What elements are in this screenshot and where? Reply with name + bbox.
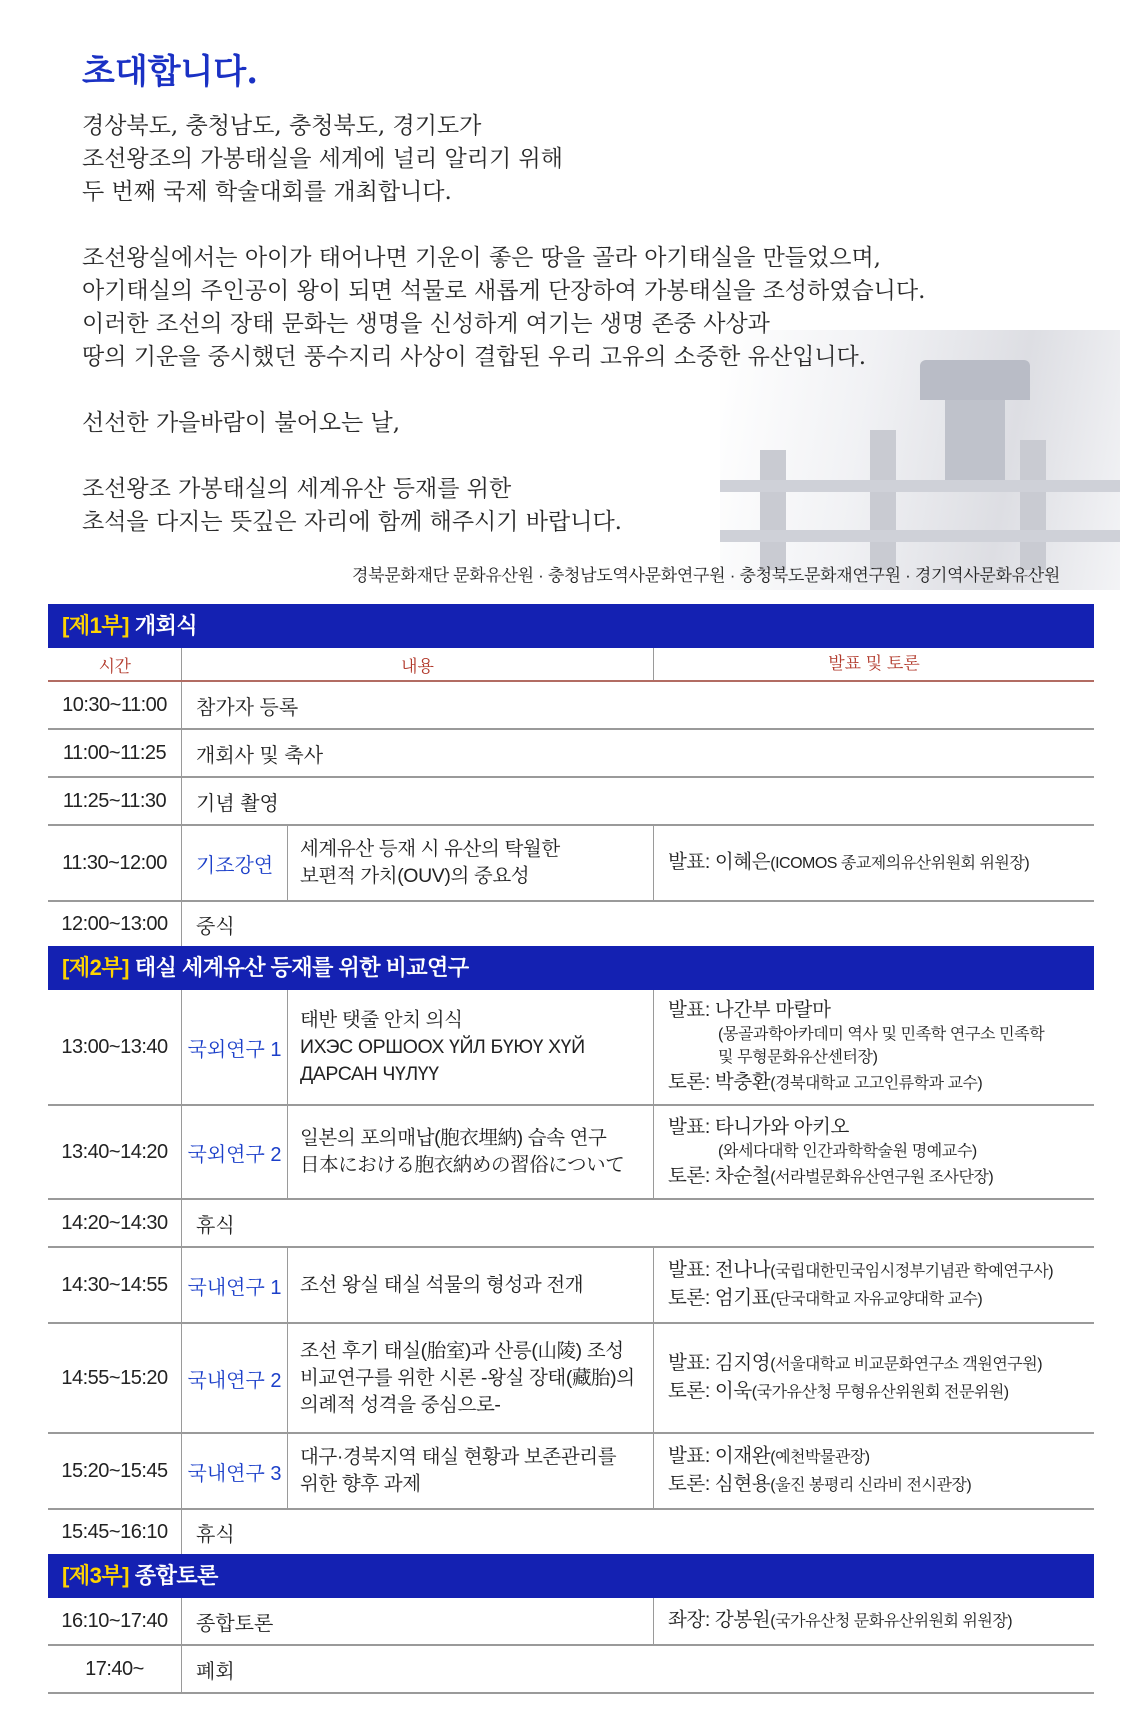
table-row (48, 990, 1094, 1106)
row-session-tag: 기조강연 (181, 826, 287, 900)
row-session-tag: 국외연구 1 (181, 990, 287, 1104)
topic-line: 위한 향후 과제 (300, 1473, 421, 1495)
discussant-affiliation: (경북대학교 고고인류학과 교수) (770, 1075, 983, 1092)
header-presenter: 발표 및 토론 (653, 648, 1094, 680)
presenter-affiliation: (국립대한민국임시정부기념관 학예연구사) (770, 1263, 1054, 1280)
row-presenter (653, 1434, 1094, 1508)
table-row (48, 1646, 1094, 1694)
topic-line: 조선 왕실 태실 석물의 형성과 전개 (300, 1273, 584, 1296)
intro-paragraph (82, 110, 1002, 209)
row-topic (287, 1324, 653, 1432)
presenter-name: 발표: 전나나 (668, 1259, 771, 1281)
table-row (48, 1324, 1094, 1434)
row-time: 14:20~14:30 (61, 1211, 168, 1234)
row-time: 11:30~12:00 (62, 851, 167, 874)
presenter-line (668, 1257, 1053, 1285)
topic-line: 의례적 성격을 중심으로- (300, 1393, 501, 1416)
chair-line (668, 1607, 1012, 1635)
presenter-name: 발표: 김지영 (668, 1352, 771, 1374)
table-row (48, 778, 1094, 826)
discussant-affiliation: (울진 봉평리 신라비 전시관장) (770, 1477, 972, 1494)
row-time: 11:00~11:25 (62, 741, 167, 764)
invitation-title: 초대합니다. (82, 52, 259, 92)
presenter-affiliation: (와세다대학 인간과학학술원 명예교수) (718, 1142, 977, 1160)
topic-line: 일본의 포의매납(胞衣埋納) 습속 연구 (300, 1127, 607, 1149)
presenter-name: 발표: 이재완 (668, 1445, 771, 1467)
presenter-line (668, 849, 1029, 877)
intro-line: 조선왕조 가봉태실의 세계유산 등재를 위한 (82, 476, 512, 502)
row-topic (287, 1434, 653, 1508)
section-part-label: [제1부] (62, 613, 129, 638)
discussant-name: 토론: 이욱 (668, 1380, 752, 1402)
intro-paragraph (82, 407, 1002, 440)
discussant-affiliation: (단국대학교 자유교양대학 교수) (770, 1291, 983, 1308)
organizers: 경북문화재단 문화유산원 · 충청남도역사문화연구원 · 충청북도문화재연구원 · 경기역사문화유산원 (351, 566, 1060, 585)
discussant-line (668, 1471, 971, 1499)
row-presenter (653, 990, 1094, 1104)
row-content: 폐회 (181, 1646, 1094, 1692)
topic-line: 태반 탯줄 안치 의식 (300, 1008, 463, 1031)
invitation-body (82, 110, 1002, 572)
row-time: 15:20~15:45 (61, 1459, 168, 1482)
intro-line: 조선왕조의 가봉태실을 세계에 널리 알리기 위해 (82, 146, 563, 172)
presenter-affiliation: (서울대학교 비교문화연구소 객원연구원) (770, 1356, 1043, 1373)
row-time: 11:25~11:30 (62, 789, 167, 812)
row-content: 참가자 등록 (181, 682, 1094, 728)
presenter-name: 발표: 이혜은 (668, 851, 771, 873)
row-content: 종합토론 (181, 1598, 653, 1644)
intro-line: 두 번째 국제 학술대회를 개최합니다. (82, 179, 452, 205)
row-topic (287, 990, 653, 1104)
row-presenter (653, 826, 1094, 900)
section-header-part1 (48, 604, 1094, 648)
section-header-part3 (48, 1554, 1094, 1598)
intro-line: 땅의 기운을 중시했던 풍수지리 사상이 결합된 우리 고유의 소중한 유산입니다. (82, 344, 867, 370)
table-row (48, 730, 1094, 778)
discussant-line (668, 1378, 1009, 1406)
schedule-table (48, 604, 1094, 1694)
row-time: 13:00~13:40 (61, 1035, 168, 1058)
chair-name: 좌장: 강봉원 (668, 1609, 771, 1631)
section-title: 개회식 (134, 613, 198, 638)
intro-line: 초석을 다지는 뜻깊은 자리에 함께 해주시기 바랍니다. (82, 509, 622, 535)
table-header-row (48, 648, 1094, 682)
presenter-name: 발표: 타니가와 아키오 (668, 1115, 849, 1138)
table-row (48, 1200, 1094, 1248)
table-row (48, 1510, 1094, 1554)
intro-line: 아기태실의 주인공이 왕이 되면 석물로 새롭게 단장하여 가봉태실을 조성하였습니다. (82, 278, 926, 304)
section-title: 태실 세계유산 등재를 위한 비교연구 (134, 955, 469, 980)
row-session-tag: 국내연구 3 (181, 1434, 287, 1508)
table-row (48, 1434, 1094, 1510)
section-part-label: [제2부] (62, 955, 129, 980)
row-time: 14:30~14:55 (61, 1273, 168, 1296)
chair-affiliation: (국가유산청 문화유산위원회 위원장) (770, 1613, 1013, 1630)
presenter-line (668, 1114, 849, 1140)
row-content: 휴식 (181, 1510, 1094, 1554)
topic-line: 비교연구를 위한 시론 -왕실 장태(藏胎)의 (300, 1366, 635, 1389)
topic-line: 조선 후기 태실(胎室)과 산릉(山陵) 조성 (300, 1339, 624, 1362)
discussant-name: 토론: 엄기표 (668, 1287, 771, 1309)
row-time: 13:40~14:20 (61, 1140, 168, 1163)
intro-paragraph (82, 473, 1002, 539)
row-content: 중식 (181, 902, 1094, 946)
topic-line: 보편적 가치(OUV)의 중요성 (300, 865, 530, 887)
table-row (48, 1598, 1094, 1646)
discussant-line (668, 1069, 982, 1097)
row-topic (287, 1106, 653, 1198)
row-content: 기념 촬영 (181, 778, 1094, 824)
table-row (48, 826, 1094, 902)
presenter-name: 발표: 나간부 마랄마 (668, 999, 831, 1021)
table-row (48, 1106, 1094, 1200)
row-session-tag: 국외연구 2 (181, 1106, 287, 1198)
table-row (48, 682, 1094, 730)
topic-line: 세계유산 등재 시 유산의 탁월한 (300, 838, 560, 860)
presenter-affiliation: (몽골과학아카데미 역사 및 민족학 연구소 민족학 (718, 1026, 1045, 1043)
row-topic (287, 1248, 653, 1322)
row-time: 15:45~16:10 (61, 1520, 168, 1543)
discussant-line (668, 1285, 982, 1313)
row-presenter (653, 1248, 1094, 1322)
topic-line: ИХЭС ОРШООХ ҮЙЛ БҮЮҮ ХҮЙ (300, 1035, 585, 1058)
row-time: 10:30~11:00 (62, 693, 167, 716)
presenter-affiliation: (예천박물관장) (770, 1449, 870, 1466)
intro-line: 조선왕실에서는 아이가 태어나면 기운이 좋은 땅을 골라 아기태실을 만들었으며, (82, 245, 881, 271)
row-presenter (653, 1106, 1094, 1198)
row-content: 개회사 및 축사 (181, 730, 1094, 776)
presenter-line (668, 1443, 870, 1471)
presenter-affiliation: 및 무형문화유산센터장) (718, 1049, 878, 1066)
discussant-name: 토론: 차순철 (668, 1164, 771, 1187)
row-time: 12:00~13:00 (61, 912, 168, 935)
row-session-tag: 국내연구 2 (181, 1324, 287, 1432)
row-presenter (653, 1324, 1094, 1432)
discussant-affiliation: (국가유산청 무형유산위원회 전문위원) (751, 1384, 1009, 1401)
row-time: 17:40~ (85, 1657, 144, 1680)
section-part-label: [제3부] (62, 1563, 129, 1588)
presenter-line (668, 1350, 1042, 1378)
intro-paragraph (82, 242, 1002, 374)
section-title: 종합토론 (134, 1563, 218, 1588)
row-time: 14:55~15:20 (61, 1366, 168, 1389)
section-header-part2 (48, 946, 1094, 990)
discussant-name: 토론: 심현용 (668, 1473, 771, 1495)
presenter-line (668, 997, 831, 1023)
intro-line: 선선한 가을바람이 불어오는 날, (82, 410, 401, 436)
discussant-affiliation: (서라벌문화유산연구원 조사단장) (770, 1168, 994, 1186)
topic-line: 日本における胞衣納めの習俗について (300, 1154, 625, 1176)
row-presenter (653, 1598, 1094, 1644)
intro-line: 이러한 조선의 장태 문화는 생명을 신성하게 여기는 생명 존중 사상과 (82, 311, 770, 337)
intro-line: 경상북도, 충청남도, 충청북도, 경기도가 (82, 113, 482, 139)
discussant-name: 토론: 박충환 (668, 1071, 771, 1093)
topic-line: 대구·경북지역 태실 현황과 보존관리를 (300, 1446, 617, 1468)
row-time: 16:10~17:40 (61, 1609, 168, 1632)
row-content: 휴식 (181, 1200, 1094, 1246)
table-row (48, 902, 1094, 946)
discussant-line (668, 1163, 993, 1191)
presenter-affiliation: (ICOMOS 종교제의유산위원회 위원장) (770, 855, 1030, 872)
header-time: 시간 (98, 656, 131, 676)
header-content: 내용 (181, 648, 653, 680)
row-session-tag: 국내연구 1 (181, 1248, 287, 1322)
topic-line: ДАРСАН ЧҮЛҮҮ (300, 1062, 439, 1085)
table-row (48, 1248, 1094, 1324)
row-topic (287, 826, 653, 900)
